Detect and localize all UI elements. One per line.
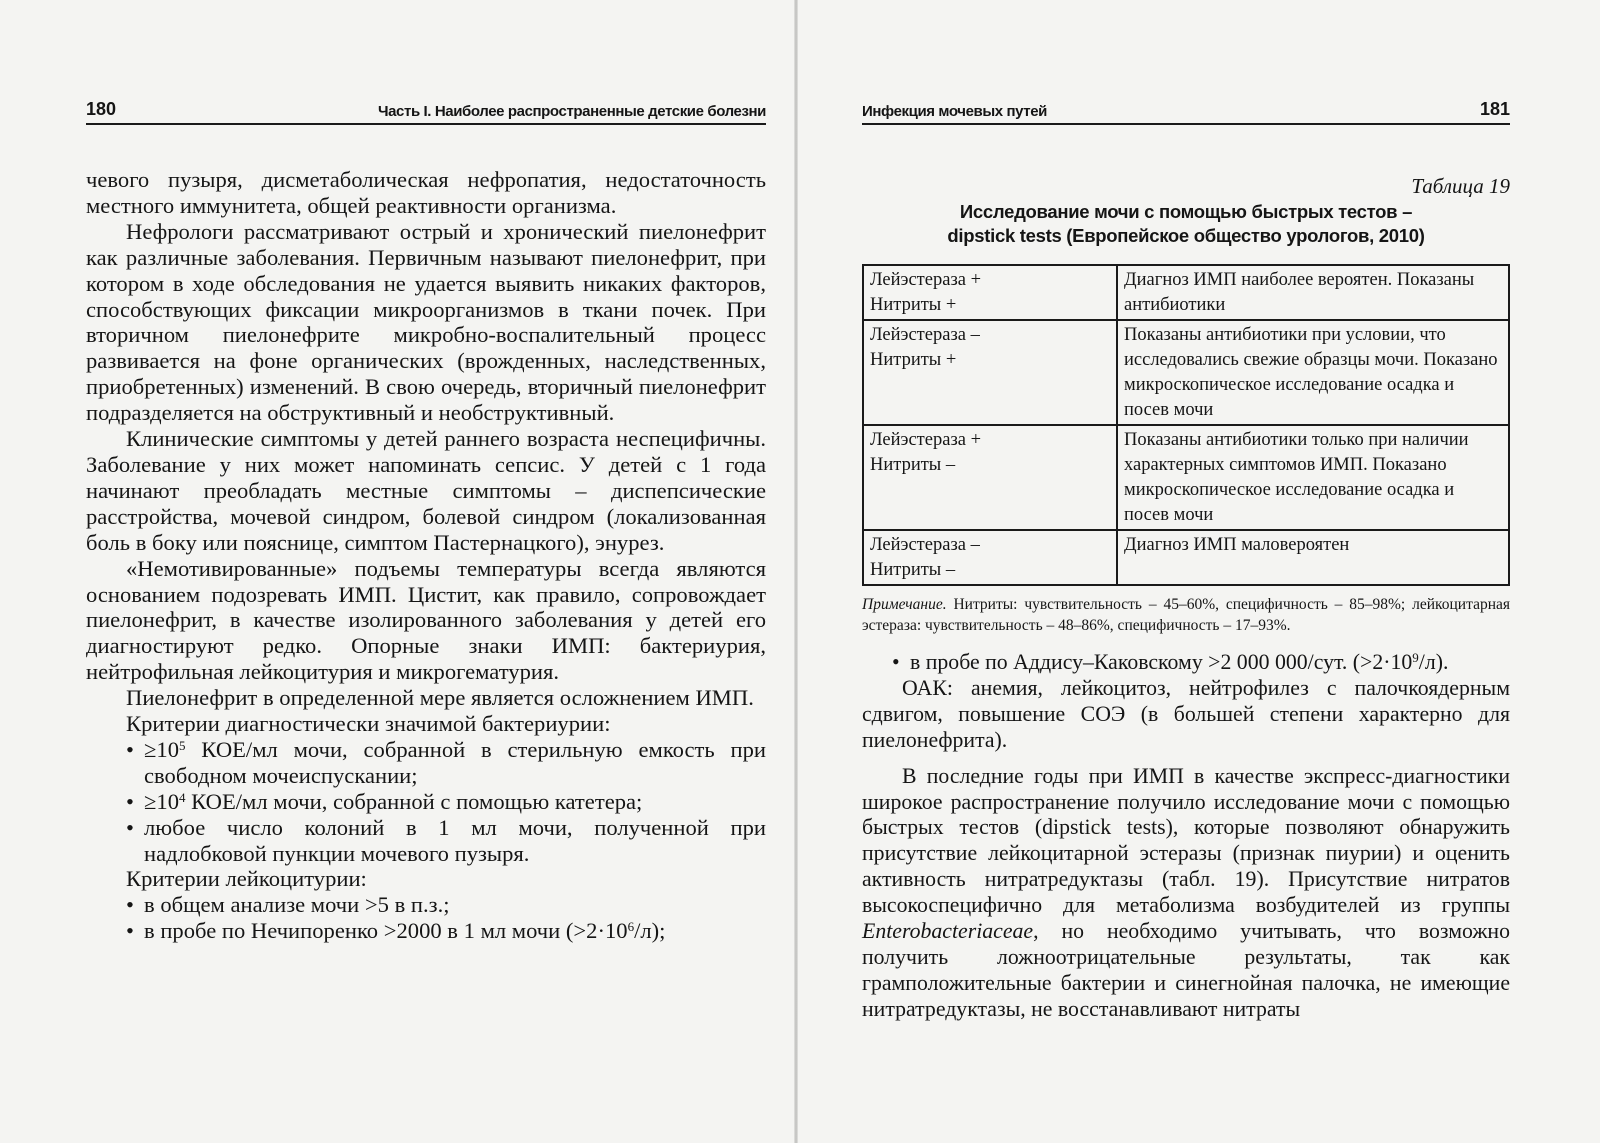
table-title-line: Исследование мочи с помощью быстрых тестов – [959, 201, 1413, 222]
paragraph: чевого пузыря, дисметаболическая нефропатия, недостаточность местного иммунитета, общей реактивности организма. [86, 167, 766, 218]
table-cell-test: Лейэстераза – Нитриты + [863, 320, 1117, 425]
note-text: Нитриты: чувствительность – 45–60%, специфичность – 85–98%; лейкоцитарная эстераза: чувствительность – 48–86%, специфичность – 17–93%. [862, 596, 1510, 634]
table-title-line: dipstick tests (Европейское общество урологов, 2010) [947, 225, 1425, 246]
table-title [862, 200, 1510, 248]
list-item: • $\ge 10^4$ КОЕ/мл мочи, собранной с помощью катетера; [126, 789, 766, 815]
note-label: Примечание. [862, 596, 947, 613]
left-page [86, 96, 766, 944]
table-row [863, 530, 1509, 585]
list-item: • в общем анализе мочи >5 в п.з.; [126, 892, 766, 918]
paragraph: «Немотивированные» подъемы температуры всегда являются основанием подозревать ИМП. Цистит, как правило, сопровождает пиелонефрит, в качестве изолированного заболевания у детей его диагностируют редко. Опорные знаки ИМП: бактериурия, нейтрофильная лейкоцитурия и микрогематурия. [86, 555, 766, 685]
table-row [863, 320, 1509, 425]
list-item: • в пробе по Нечипоренко >2000 в 1 мл мочи $(>2\cdot 10^6/л)$; [126, 918, 766, 944]
paragraph: В последние годы при ИМП в качестве экспресс-диагностики широкое распространение получило исследование мочи с помощью быстрых тестов (dipstick tests), которые позволяют обнаружить присутствие лейкоцитарной эстеразы (признак пиурии) и оценить активность нитратредуктазы (табл. 19). Присутствие нитратов высокоспецифично для метаболизма возбудителей из группы Enterobacteriaceae, но необходимо учитывать, что возможно получить ложноотрицательные результаты, так как грамположительные бактерии и синегнойная палочка, не имеющие нитратредуктазы, не восстанавливают нитраты [862, 763, 1510, 1021]
left-body [86, 167, 766, 944]
table-cell-test: Лейэстераза + Нитриты – [863, 425, 1117, 530]
table-row [863, 265, 1509, 320]
table-cell-result: Показаны антибиотики только при наличии характерных симптомов ИМП. Показано микроскопическое исследование осадка и посев мочи [1117, 425, 1509, 530]
paragraph: Нефрологи рассматривают острый и хронический пиелонефрит как различные заболевания. Первичным называют пиелонефрит, при котором в ходе обследования не удается выявить никаких факторов, способствующих фиксации микроорганизмов в ткани почек. При вторичном пиелонефрите микробно-воспалительный процесс развивается на фоне органических (врожденных, наследственных, приобретенных) изменений. В свою очередь, вторичный пиелонефрит подразделяется на обструктивный и необструктивный. [86, 218, 766, 426]
list-item: • любое число колоний в 1 мл мочи, полученной при надлобковой пункции мочевого пузыря. [126, 815, 766, 867]
leukocyturia-criteria-title: Критерии лейкоцитурии: [126, 866, 367, 892]
table-cell-result: Диагноз ИМП маловероятен [1117, 530, 1509, 585]
table-note [862, 594, 1510, 636]
table-cell-test: Лейэстераза – Нитриты – [863, 530, 1117, 585]
table-cell-test: Лейэстераза + Нитриты + [863, 265, 1117, 320]
table-row [863, 425, 1509, 530]
paragraph: ОАК: анемия, лейкоцитоз, нейтрофилез с палочкоядерным сдвигом, повышение СОЭ (в большей степени характерно для пиелонефрита). [862, 675, 1510, 752]
right-page [862, 96, 1510, 1023]
running-head-right [862, 96, 1510, 125]
page-number-right: 181 [1479, 99, 1510, 119]
table-cell-result: Показаны антибиотики при условии, что исследовались свежие образцы мочи. Показано микроскопическое исследование осадка и посев мочи [1117, 320, 1509, 425]
running-head-title-left: Часть I. Наиболее распространенные детские болезни [377, 103, 766, 120]
paragraph: Пиелонефрит в определенной мере является осложнением ИМП. [126, 685, 754, 711]
bacteriuria-criteria-title: Критерии диагностически значимой бактериурии: [126, 711, 611, 737]
list-item: • $\ge 10^5$ КОЕ/мл мочи, собранной в стерильную емкость при свободном мочеиспускании; [126, 737, 766, 789]
running-head-left [86, 96, 766, 125]
dipstick-table [862, 264, 1510, 586]
page-number-left: 180 [86, 99, 117, 119]
leukocyturia-list [86, 892, 766, 944]
addis-list [862, 650, 1510, 676]
right-body [862, 650, 1510, 1023]
list-item: • в пробе по Аддису–Каковскому >2 000 000/сут. $(>2\cdot 10^9/л)$. [892, 650, 1510, 676]
table-cell-result: Диагноз ИМП наиболее вероятен. Показаны антибиотики [1117, 265, 1509, 320]
book-gutter [794, 0, 798, 1143]
bacteriuria-list [86, 737, 766, 867]
running-head-title-right: Инфекция мочевых путей [862, 103, 1047, 120]
table-caption: Таблица 19 [1411, 174, 1510, 198]
paragraph: Клинические симптомы у детей раннего возраста неспецифичны. Заболевание у них может напоминать сепсис. У детей с 1 года начинают преобладать местные симптомы – диспепсические расстройства, мочевой синдром, болевой синдром (локализованная боль в боку или пояснице, симптом Пастернацкого), энурез. [86, 426, 766, 555]
